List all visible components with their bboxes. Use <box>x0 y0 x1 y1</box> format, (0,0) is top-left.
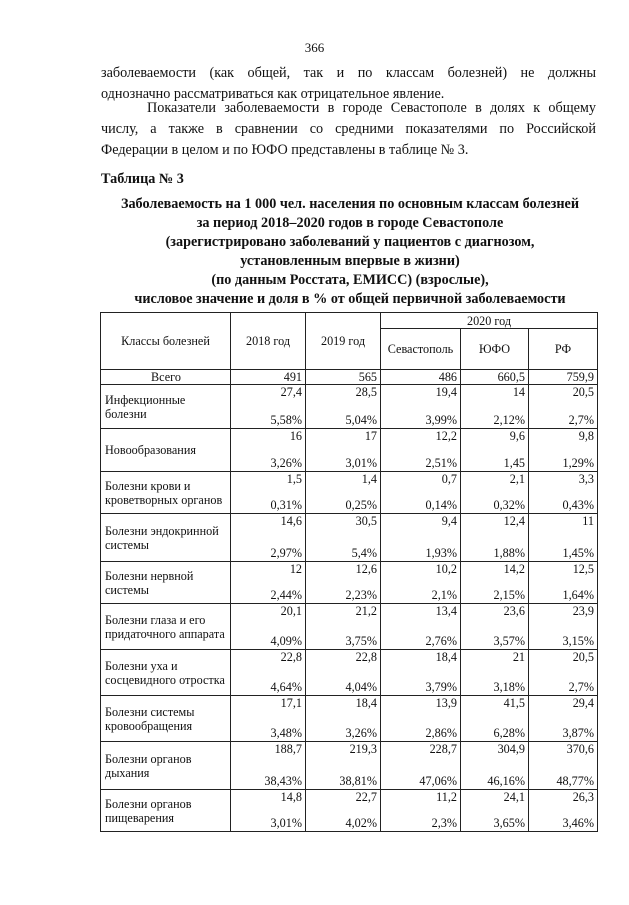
row-value-cell <box>306 790 381 832</box>
row-value-cell <box>231 742 306 790</box>
share-percent: 1,45% <box>562 546 595 560</box>
row-value-cell <box>306 562 381 604</box>
header-sevastopol: Севастополь <box>381 329 461 370</box>
share-percent: 0,32% <box>493 498 525 512</box>
share-percent: 1,64% <box>562 588 595 602</box>
share-percent: 3,75% <box>345 634 377 648</box>
share-percent: 5,58% <box>270 413 302 427</box>
row-value-cell <box>231 429 306 472</box>
row-value-cell: 565 <box>306 370 381 385</box>
share-percent: 2,44% <box>270 588 302 602</box>
header-yufo: ЮФО <box>461 329 529 370</box>
value: 11,2 <box>436 790 457 804</box>
table-row <box>101 742 598 790</box>
value: 17 <box>364 429 377 443</box>
share-percent: 38,43% <box>264 774 302 788</box>
value: 23,6 <box>503 604 525 618</box>
row-value-cell <box>461 650 529 696</box>
value: 12,6 <box>355 562 377 576</box>
table-title-line: (зарегистрировано заболеваний у пациентов с диагнозом, <box>165 234 535 250</box>
row-value-cell <box>231 514 306 562</box>
table-row <box>101 385 598 429</box>
row-value-cell <box>529 472 598 514</box>
page-number: 366 <box>304 40 325 55</box>
share-percent: 1,45 <box>503 456 525 470</box>
share-percent: 3,26% <box>270 456 302 470</box>
share-percent: 2,7% <box>568 413 595 427</box>
table-row <box>101 429 598 472</box>
share-percent: 2,23% <box>345 588 377 602</box>
table-row <box>101 790 598 832</box>
row-value-cell <box>306 385 381 429</box>
table-title-line: за период 2018–2020 годов в городе Севастополе <box>196 215 504 231</box>
value: 14,2 <box>503 562 525 576</box>
value: 20,1 <box>280 604 302 618</box>
row-label: Всего <box>101 370 231 385</box>
paragraph-line: Федерации в целом и по ЮФО представлены в таблице № 3. <box>101 142 469 158</box>
value: 14,8 <box>280 790 302 804</box>
value: 12 <box>289 562 302 576</box>
row-value-cell <box>529 562 598 604</box>
value: 12,4 <box>503 514 525 528</box>
value: 20,5 <box>572 650 595 664</box>
row-label: Новообразования <box>101 429 231 472</box>
row-value-cell <box>461 472 529 514</box>
value: 13,4 <box>435 604 457 618</box>
row-value-cell <box>306 514 381 562</box>
value: 22,7 <box>355 790 377 804</box>
share-percent: 3,99% <box>425 413 457 427</box>
value: 12,2 <box>435 429 457 443</box>
value: 26,3 <box>572 790 595 804</box>
row-value-cell <box>461 385 529 429</box>
row-value-cell <box>529 790 598 832</box>
share-percent: 5,04% <box>345 413 377 427</box>
value: 29,4 <box>572 696 595 710</box>
paragraph-line: заболеваемости (как общей, так и по классам болезней) не должны <box>101 65 596 81</box>
value: 3,3 <box>578 472 595 486</box>
row-value-cell <box>231 472 306 514</box>
row-value-cell <box>461 790 529 832</box>
value: 219,3 <box>349 742 377 756</box>
share-percent: 3,18% <box>493 680 525 694</box>
share-percent: 2,76% <box>425 634 457 648</box>
row-label: Болезни крови и кроветворных органов <box>101 472 231 514</box>
table-row <box>101 562 598 604</box>
row-value-cell <box>529 514 598 562</box>
header-2019: 2019 год <box>306 313 381 370</box>
share-percent: 2,12% <box>493 413 525 427</box>
share-percent: 2,1% <box>431 588 457 602</box>
value: 228,7 <box>429 742 457 756</box>
value: 27,4 <box>280 385 302 399</box>
header-rf: РФ <box>529 329 598 370</box>
row-value-cell: 759,9 <box>529 370 598 385</box>
value: 16 <box>289 429 302 443</box>
morbidity-table <box>100 312 598 832</box>
row-value-cell <box>529 385 598 429</box>
share-percent: 2,15% <box>493 588 525 602</box>
table-title-line: числовое значение и доля в % от общей первичной заболеваемости <box>134 291 566 307</box>
table-row <box>101 696 598 742</box>
row-value-cell <box>381 562 461 604</box>
row-value-cell <box>381 429 461 472</box>
share-percent: 47,06% <box>419 774 457 788</box>
share-percent: 3,46% <box>562 816 595 830</box>
value: 2,1 <box>509 472 525 486</box>
value: 24,1 <box>503 790 525 804</box>
row-label: Болезни нервной системы <box>101 562 231 604</box>
row-value-cell <box>529 650 598 696</box>
value: 13,9 <box>435 696 457 710</box>
row-label: Болезни уха и сосцевидного отростка <box>101 650 231 696</box>
row-value-cell <box>461 604 529 650</box>
row-value-cell <box>231 790 306 832</box>
share-percent: 4,02% <box>345 816 377 830</box>
row-value-cell <box>381 696 461 742</box>
row-value-cell <box>231 604 306 650</box>
share-percent: 4,09% <box>270 634 302 648</box>
value: 22,8 <box>280 650 302 664</box>
value: 14 <box>512 385 525 399</box>
row-value-cell <box>461 514 529 562</box>
row-value-cell <box>529 604 598 650</box>
value: 1,4 <box>361 472 377 486</box>
row-value-cell <box>529 742 598 790</box>
row-label: Болезни эндокринной системы <box>101 514 231 562</box>
row-value-cell: 486 <box>381 370 461 385</box>
value: 20,5 <box>572 385 595 399</box>
row-value-cell <box>381 385 461 429</box>
share-percent: 6,28% <box>493 726 525 740</box>
share-percent: 2,51% <box>425 456 457 470</box>
share-percent: 2,7% <box>568 680 595 694</box>
value: 22,8 <box>355 650 377 664</box>
value: 23,9 <box>572 604 595 618</box>
row-value-cell <box>231 562 306 604</box>
value: 1,5 <box>286 472 302 486</box>
row-value-cell <box>231 696 306 742</box>
value: 17,1 <box>280 696 302 710</box>
row-value-cell <box>306 429 381 472</box>
value: 19,4 <box>435 385 457 399</box>
share-percent: 3,01% <box>345 456 377 470</box>
row-value-cell <box>306 604 381 650</box>
header-2018: 2018 год <box>231 313 306 370</box>
row-label: Болезни системы кровообращения <box>101 696 231 742</box>
row-value-cell <box>461 696 529 742</box>
share-percent: 4,04% <box>345 680 377 694</box>
value: 9,8 <box>578 429 595 443</box>
row-label: Инфекционные болезни <box>101 385 231 429</box>
row-value-cell <box>381 742 461 790</box>
share-percent: 0,43% <box>562 498 595 512</box>
share-percent: 3,65% <box>493 816 525 830</box>
row-value-cell <box>529 696 598 742</box>
share-percent: 3,48% <box>270 726 302 740</box>
share-percent: 1,29% <box>562 456 595 470</box>
paragraph-line: Показатели заболеваемости в городе Севастополе в долях к общему <box>147 100 596 116</box>
row-value-cell <box>381 790 461 832</box>
value: 28,5 <box>355 385 377 399</box>
row-value-cell <box>461 429 529 472</box>
share-percent: 3,01% <box>270 816 302 830</box>
row-value-cell <box>381 514 461 562</box>
row-value-cell <box>306 650 381 696</box>
row-value-cell <box>381 472 461 514</box>
row-value-cell <box>529 429 598 472</box>
share-percent: 5,4% <box>351 546 377 560</box>
table-body <box>101 370 598 832</box>
value: 0,7 <box>441 472 457 486</box>
value: 304,9 <box>497 742 525 756</box>
value: 188,7 <box>274 742 302 756</box>
row-label: Болезни органов пищеварения <box>101 790 231 832</box>
value: 9,4 <box>441 514 457 528</box>
value: 30,5 <box>355 514 377 528</box>
table-row <box>101 650 598 696</box>
value: 370,6 <box>566 742 595 756</box>
table-row <box>101 514 598 562</box>
row-value-cell <box>381 650 461 696</box>
share-percent: 0,25% <box>345 498 377 512</box>
share-percent: 2,3% <box>431 816 457 830</box>
share-percent: 3,15% <box>562 634 595 648</box>
table-row <box>101 370 598 385</box>
row-value-cell <box>461 562 529 604</box>
row-value-cell <box>306 472 381 514</box>
row-label: Болезни органов дыхания <box>101 742 231 790</box>
table-title-line: Заболеваемость на 1 000 чел. населения по основным классам болезней <box>120 196 580 212</box>
paragraph-2 <box>101 98 596 161</box>
table-title-line: (по данным Росстата, ЕМИСС) (взрослые), <box>211 272 489 288</box>
row-value-cell <box>306 696 381 742</box>
row-value-cell: 660,5 <box>461 370 529 385</box>
table-row <box>101 604 598 650</box>
share-percent: 46,16% <box>487 774 525 788</box>
share-percent: 3,26% <box>345 726 377 740</box>
paragraph-line: числу, а также в сравнении со средними показателями по Российской <box>101 121 596 137</box>
share-percent: 38,81% <box>339 774 377 788</box>
header-classes: Классы болезней <box>101 313 231 370</box>
share-percent: 0,14% <box>425 498 457 512</box>
share-percent: 4,64% <box>270 680 302 694</box>
row-value-cell <box>231 650 306 696</box>
value: 18,4 <box>355 696 377 710</box>
share-percent: 0,31% <box>270 498 302 512</box>
table-row <box>101 472 598 514</box>
share-percent: 3,79% <box>425 680 457 694</box>
row-value-cell <box>381 604 461 650</box>
row-value-cell: 491 <box>231 370 306 385</box>
share-percent: 1,88% <box>493 546 525 560</box>
row-value-cell <box>306 742 381 790</box>
value: 21,2 <box>355 604 377 618</box>
table-title <box>90 195 610 309</box>
paragraph-line: однозначно рассматриваться как отрицательное явление. <box>101 86 445 102</box>
share-percent: 2,86% <box>425 726 457 740</box>
header-2020: 2020 год <box>381 313 598 329</box>
row-label: Болезни глаза и его придаточного аппарата <box>101 604 231 650</box>
table-label: Таблица № 3 <box>101 171 184 187</box>
value: 18,4 <box>435 650 457 664</box>
row-value-cell <box>461 742 529 790</box>
share-percent: 2,97% <box>270 546 302 560</box>
value: 14,6 <box>280 514 302 528</box>
value: 41,5 <box>503 696 525 710</box>
share-percent: 1,93% <box>425 546 457 560</box>
table-title-line: установленным впервые в жизни) <box>240 253 460 269</box>
value: 9,6 <box>509 429 525 443</box>
value: 10,2 <box>435 562 457 576</box>
share-percent: 3,87% <box>562 726 595 740</box>
value: 11 <box>582 514 595 528</box>
share-percent: 3,57% <box>493 634 525 648</box>
row-value-cell <box>231 385 306 429</box>
value: 12,5 <box>572 562 595 576</box>
share-percent: 48,77% <box>556 774 595 788</box>
value: 21 <box>512 650 525 664</box>
